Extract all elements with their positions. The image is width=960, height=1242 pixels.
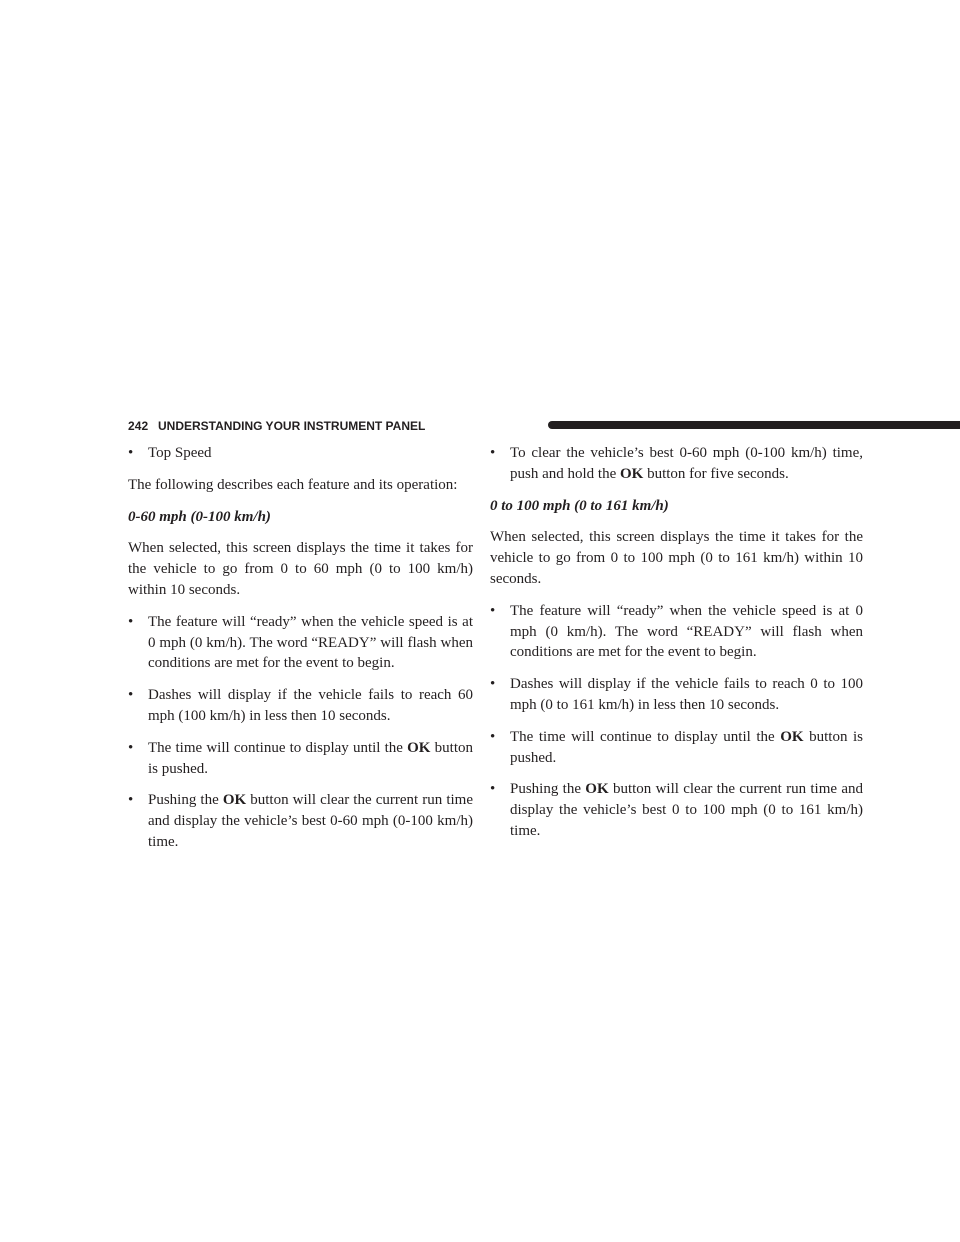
ok-keyword: OK <box>222 792 247 809</box>
list-item <box>490 443 863 485</box>
bullet-text-start: Pushing the <box>148 792 223 809</box>
bullet-text-start: The time will continue to display until the <box>510 728 781 745</box>
bullet-text-start: To clear the vehicle’s best 0-60 mph (0-100 km/h) time, push and hold the <box>510 445 863 482</box>
bullet-icon: • <box>128 739 134 756</box>
list-item <box>128 443 473 464</box>
list-item <box>490 674 863 716</box>
bullet-icon: • <box>490 728 496 745</box>
bullet-text: The feature will “ready” when the vehicle speed is at 0 mph (0 km/h). The word “READY” will flash when conditions are met for the event to begin. <box>510 602 863 661</box>
bullet-text-end: button will clear the current run time and display the vehicle’s best 0 to 100 mph (0 to 161 km/h) time. <box>510 781 863 839</box>
ok-keyword: OK <box>585 781 609 798</box>
section-heading: 0-60 mph (0-100 km/h) <box>128 508 271 525</box>
list-item <box>490 779 863 841</box>
bullet-text-end: button is pushed. <box>510 728 864 766</box>
header-rule <box>548 421 960 429</box>
list-item <box>128 612 473 674</box>
bullet-icon: • <box>490 602 496 619</box>
bullet-icon: • <box>128 613 134 630</box>
bullet-text: Dashes will display if the vehicle fails to reach 0 to 100 mph (0 to 161 km/h) in less then 10 seconds. <box>510 676 863 713</box>
bullet-icon: • <box>490 676 496 693</box>
bullet-icon: • <box>490 445 496 461</box>
section-heading: 0 to 100 mph (0 to 161 km/h) <box>490 497 669 514</box>
list-item <box>490 727 863 769</box>
list-item <box>490 601 863 663</box>
section-title: UNDERSTANDING YOUR INSTRUMENT PANEL <box>158 419 426 433</box>
body-paragraph: When selected, this screen displays the time it takes for the vehicle to go from 0 to 100 mph (0 to 161 km/h) within 10 seconds. <box>490 529 863 587</box>
intro-paragraph: The following describes each feature and its operation: <box>128 476 458 493</box>
bullet-icon: • <box>128 687 134 704</box>
bullet-icon: • <box>490 781 496 798</box>
bullet-icon: • <box>128 792 134 809</box>
list-item <box>128 738 473 780</box>
page-number: 242 <box>128 419 149 433</box>
left-column <box>128 443 473 864</box>
bullet-text-end: button will clear the current run time and display the vehicle’s best 0-60 mph (0-100 km/h) time. <box>148 792 473 850</box>
bullet-text-start: The time will continue to display until the <box>148 739 408 756</box>
bullet-text: Top Speed <box>148 445 212 461</box>
list-item <box>128 790 473 852</box>
bullet-text: The feature will “ready” when the vehicle speed is at 0 mph (0 km/h). The word “READY” will flash when conditions are met for the event to begin. <box>148 613 473 672</box>
list-item <box>128 685 473 727</box>
bullet-icon: • <box>128 445 134 461</box>
ok-keyword: OK <box>620 465 644 482</box>
bullet-text-start: Pushing the <box>510 781 586 798</box>
ok-keyword: OK <box>780 728 804 745</box>
body-paragraph: When selected, this screen displays the time it takes for the vehicle to go from 0 to 60 mph (0 to 100 km/h) within 10 seconds. <box>128 540 473 598</box>
bullet-text-end: button is pushed. <box>148 739 473 777</box>
right-column <box>490 443 863 853</box>
bullet-text: Dashes will display if the vehicle fails to reach 60 mph (100 km/h) in less then 10 seconds. <box>148 687 473 724</box>
bullet-text-end: button for five seconds. <box>643 465 789 482</box>
ok-keyword: OK <box>407 739 431 756</box>
page-header <box>128 418 863 434</box>
